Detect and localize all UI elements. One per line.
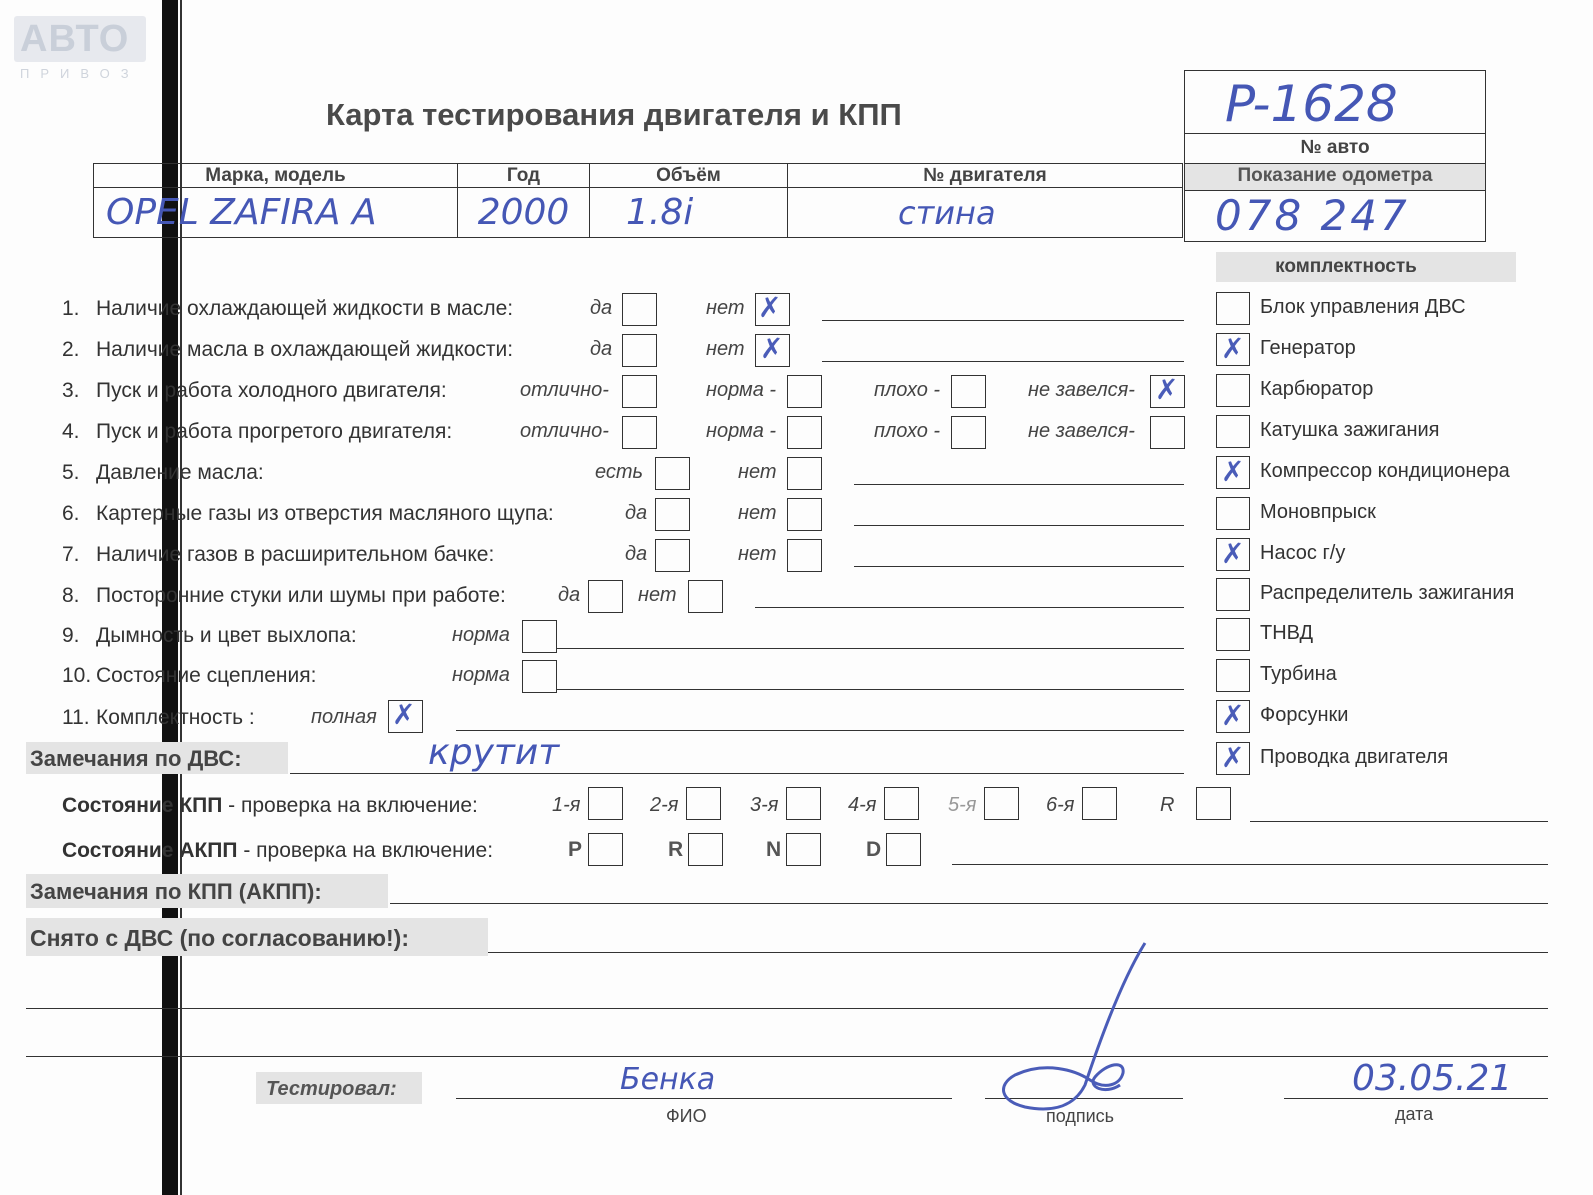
komplekt-checkbox-0[interactable]	[1216, 292, 1250, 325]
akpp-mode-checkbox[interactable]	[588, 833, 623, 866]
kpp-gear-label: 3-я	[750, 794, 779, 816]
volume-value: 1.8i	[590, 188, 788, 238]
remarks-dvs-label: Замечания по ДВС:	[30, 746, 242, 771]
remarks-kpp-label: Замечания по КПП (АКПП):	[30, 879, 322, 904]
komplekt-checkbox-6[interactable]	[1216, 538, 1250, 571]
kpp-gear-checkbox[interactable]	[884, 787, 919, 820]
komplekt-item-label: Карбюратор	[1260, 378, 1374, 400]
q3-ploho-label: плохо -	[874, 379, 941, 401]
akpp-mode-checkbox[interactable]	[886, 833, 921, 866]
kpp-gear-label: R	[1160, 794, 1175, 816]
q6-net-checkbox[interactable]	[787, 498, 822, 531]
question-number: 10.	[62, 664, 92, 687]
q8-da-label: да	[558, 584, 581, 606]
komplekt-item-label: Компрессор кондиционера	[1260, 460, 1510, 482]
komplekt-item-label: Распределитель зажигания	[1260, 582, 1515, 604]
komplekt-title: комплектность	[1275, 256, 1417, 277]
kpp-gear-checkbox[interactable]	[588, 787, 623, 820]
q6-da-checkbox[interactable]	[655, 498, 690, 531]
q5-est-label: есть	[595, 461, 644, 483]
komplekt-checkbox-8[interactable]	[1216, 618, 1250, 651]
question-text: Состояние сцепления:	[96, 664, 317, 687]
komplekt-item-label: Турбина	[1260, 663, 1337, 685]
q4-otlichno-checkbox[interactable]	[622, 416, 657, 449]
komplekt-item-label: Генератор	[1260, 337, 1356, 359]
question-text: Картерные газы из отверстия масляного щупа:	[96, 502, 554, 525]
q1-net-label: нет	[706, 297, 745, 319]
question-number: 3.	[62, 379, 80, 402]
kpp-label: Состояние КПП - проверка на включение:	[62, 794, 478, 817]
komplekt-item-label: Блок управления ДВС	[1260, 296, 1466, 318]
odometer-label: Показание одометра	[1237, 165, 1433, 186]
q2-net-checkbox[interactable]: ✗	[755, 334, 790, 367]
q5-net-checkbox[interactable]	[787, 457, 822, 490]
kpp-gear-label: 6-я	[1046, 794, 1075, 816]
question-text: Пуск и работа прогретого двигателя:	[96, 420, 453, 443]
kpp-gear-checkbox[interactable]	[984, 787, 1019, 820]
q7-net-label: нет	[738, 543, 777, 565]
komplekt-checkbox-10[interactable]	[1216, 700, 1250, 733]
komplekt-checkbox-7[interactable]	[1216, 578, 1250, 611]
komplekt-checkbox-9[interactable]	[1216, 659, 1250, 692]
date-value: 03.05.21	[1352, 1058, 1513, 1099]
komplekt-item-label: Моновпрыск	[1260, 501, 1376, 523]
q1-da-checkbox[interactable]	[622, 293, 657, 326]
q3-ne-zavelsya-label: не завелся-	[1028, 379, 1135, 401]
q4-norma-label: норма -	[706, 420, 777, 442]
q4-norma-checkbox[interactable]	[787, 416, 822, 449]
col-volume: Объём	[590, 164, 788, 188]
auto-number-box	[1184, 70, 1486, 242]
kpp-gear-checkbox[interactable]	[786, 787, 821, 820]
kpp-gear-label: 5-я	[948, 794, 977, 816]
akpp-mode-label: P	[568, 838, 583, 861]
question-text: Комплектность :	[96, 706, 255, 729]
logo-text: АВТО	[20, 18, 130, 60]
q6-da-label: да	[625, 502, 648, 524]
akpp-mode-checkbox[interactable]	[786, 833, 821, 866]
question-text: Давление масла:	[96, 461, 264, 484]
engine-number-value: стина	[788, 188, 1183, 238]
question-text: Пуск и работа холодного двигателя:	[96, 379, 447, 402]
removed-label: Снято с ДВС (по согласованию!):	[30, 925, 409, 951]
q2-da-checkbox[interactable]	[622, 334, 657, 367]
q6-net-label: нет	[738, 502, 777, 524]
question-number: 1.	[62, 297, 80, 320]
check-mark-icon: ✗	[1221, 456, 1245, 487]
akpp-mode-label: D	[866, 838, 882, 861]
q7-da-label: да	[625, 543, 648, 565]
question-number: 6.	[62, 502, 80, 525]
question-number: 2.	[62, 338, 80, 361]
logo	[14, 16, 146, 81]
q5-net-label: нет	[738, 461, 777, 483]
q11-polnaya-checkbox[interactable]: ✗	[388, 700, 423, 733]
q8-da-checkbox[interactable]	[588, 580, 623, 613]
check-mark-icon: ✗	[1221, 742, 1245, 773]
question-text: Дымность и цвет выхлопа:	[96, 624, 357, 647]
fio-value: Бенка	[620, 1062, 716, 1097]
q3-ploho-checkbox[interactable]	[951, 375, 986, 408]
q11-polnaya-label: полная	[311, 706, 377, 728]
komplekt-item-label: Проводка двигателя	[1260, 746, 1449, 768]
akpp-mode-label: N	[766, 838, 782, 861]
kpp-gear-checkbox[interactable]	[686, 787, 721, 820]
year-value: 2000	[458, 188, 590, 238]
col-engine-number: № двигателя	[788, 164, 1183, 188]
remarks-dvs-value: крутит	[428, 732, 560, 773]
q4-otlichno-label: отлично-	[520, 420, 609, 442]
kpp-gear-label: 1-я	[552, 794, 581, 816]
komplekt-checkbox-4[interactable]	[1216, 456, 1250, 489]
komplekt-item-label: ТНВД	[1260, 622, 1314, 644]
question-number: 8.	[62, 584, 80, 607]
question-text: Наличие газов в расширительном бачке:	[96, 543, 495, 566]
q8-net-label: нет	[638, 584, 677, 606]
odometer-value: 078 247	[1215, 191, 1410, 240]
page-title: Карта тестирования двигателя и КПП	[326, 97, 902, 132]
komplekt-checkbox-11[interactable]	[1216, 742, 1250, 775]
date-caption: дата	[1395, 1104, 1434, 1124]
q7-da-checkbox[interactable]	[655, 539, 690, 572]
komplekt-item-label: Насос г/у	[1260, 542, 1346, 564]
akpp-label: Состояние АКПП - проверка на включение:	[62, 839, 494, 862]
question-number: 11.	[62, 706, 90, 729]
q7-net-checkbox[interactable]	[787, 539, 822, 572]
kpp-gear-label: 4-я	[848, 794, 877, 816]
komplekt-item-label: Катушка зажигания	[1260, 419, 1440, 441]
komplekt-checkbox-5[interactable]	[1216, 497, 1250, 530]
signature-mark	[995, 935, 1155, 1115]
komplekt-checkbox-1[interactable]	[1216, 333, 1250, 366]
q8-net-checkbox[interactable]	[688, 580, 723, 613]
auto-number-label: № авто	[1300, 137, 1370, 158]
col-brand-model: Марка, модель	[94, 164, 458, 188]
q5-est-checkbox[interactable]	[655, 457, 690, 490]
question-text: Наличие масла в охлаждающей жидкости:	[96, 338, 514, 361]
q4-ne-zavelsya-label: не завелся-	[1028, 420, 1135, 442]
komplekt-item-label: Форсунки	[1260, 704, 1349, 726]
question-number: 4.	[62, 420, 80, 443]
check-mark-icon: ✗	[1221, 333, 1245, 364]
q1-da-label: да	[590, 297, 613, 319]
question-text: Посторонние стуки или шумы при работе:	[96, 584, 506, 607]
q4-ne-zavelsya-checkbox[interactable]	[1150, 416, 1185, 449]
q1-net-checkbox[interactable]: ✗	[755, 293, 790, 326]
kpp-gear-checkbox[interactable]	[1196, 787, 1231, 820]
question-number: 7.	[62, 543, 80, 566]
logo-subtext: ПРИВОЗ	[20, 66, 140, 81]
signature-caption: подпись	[1046, 1106, 1115, 1126]
komplekt-checkbox-2[interactable]	[1216, 374, 1250, 407]
kpp-gear-label: 2-я	[650, 794, 679, 816]
check-mark-icon: ✗	[1221, 538, 1245, 569]
akpp-mode-label: R	[668, 838, 684, 861]
kpp-gear-checkbox[interactable]	[1082, 787, 1117, 820]
akpp-mode-checkbox[interactable]	[688, 833, 723, 866]
q10-norma-label: норма	[452, 664, 510, 686]
question-number: 9.	[62, 624, 80, 647]
brand-model-value: OPEL ZAFIRA A	[94, 188, 458, 238]
q2-da-label: да	[590, 338, 613, 360]
col-year: Год	[458, 164, 590, 188]
komplekt-checkbox-3[interactable]	[1216, 415, 1250, 448]
question-text: Наличие охлаждающей жидкости в масле:	[96, 297, 514, 320]
tested-label: Тестировал:	[266, 1078, 397, 1100]
question-number: 5.	[62, 461, 80, 484]
q2-net-label: нет	[706, 338, 745, 360]
q9-norma-label: норма	[452, 624, 510, 646]
q4-ploho-label: плохо -	[874, 420, 941, 442]
fio-caption: ФИО	[666, 1106, 707, 1126]
auto-number-value: P-1628	[1225, 75, 1398, 133]
q3-norma-checkbox[interactable]	[787, 375, 822, 408]
q10-norma-checkbox[interactable]	[522, 660, 557, 693]
q3-ne-zavelsya-checkbox[interactable]: ✗	[1150, 375, 1185, 408]
q9-norma-checkbox[interactable]	[522, 620, 557, 653]
q3-otlichno-checkbox[interactable]	[622, 375, 657, 408]
q4-ploho-checkbox[interactable]	[951, 416, 986, 449]
vehicle-table	[93, 163, 1183, 238]
q3-otlichno-label: отлично-	[520, 379, 609, 401]
q3-norma-label: норма -	[706, 379, 777, 401]
check-mark-icon: ✗	[1221, 700, 1245, 731]
